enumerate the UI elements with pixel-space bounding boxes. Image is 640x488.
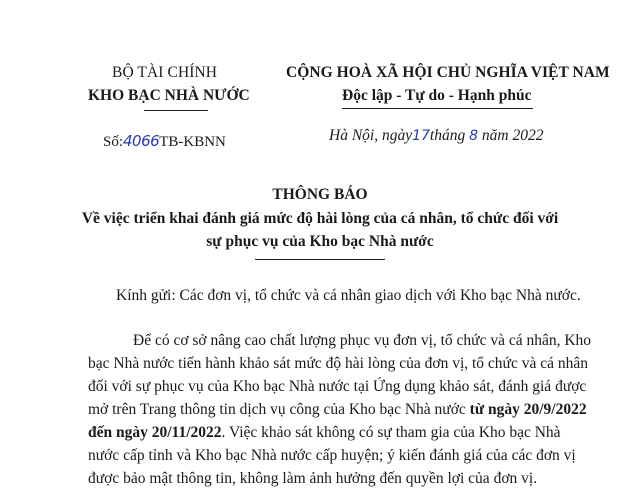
- republic-name: CỘNG HOÀ XÃ HỘI CHỦ NGHĨA VIỆT NAM: [286, 64, 610, 81]
- end-date: đến ngày 20/11/2022: [88, 424, 222, 441]
- subject-line-2: sự phục vụ của Kho bạc Nhà nước: [206, 233, 434, 250]
- body-line: Để có cơ sở nâng cao chất lượng phục vụ đơn vị, tổ chức và cá nhân, Kho: [133, 332, 592, 349]
- start-date: từ ngày 20/9/2022: [469, 401, 587, 418]
- place-date: [329, 127, 543, 145]
- month-handwritten: 8: [469, 128, 479, 144]
- body-line: được bảo mật thông tin, không làm ảnh hưởng đến quyền lợi của đơn vị.: [88, 470, 538, 487]
- month-label: tháng: [429, 127, 466, 144]
- doc-number-suffix: TB-KBNN: [159, 134, 226, 150]
- body-text: . Việc khảo sát không có sự tham gia của Kho bạc Nhà: [221, 424, 561, 441]
- place-date-prefix: Hà Nội, ngày: [329, 127, 413, 144]
- year-text: năm 2022: [481, 127, 544, 144]
- doc-number-prefix: Số:: [103, 134, 124, 150]
- ministry-name: BỘ TÀI CHÍNH: [112, 64, 218, 81]
- recipient-line: Kính gửi: Các đơn vị, tổ chức và cá nhân giao dịch với Kho bạc Nhà nước.: [116, 287, 581, 304]
- document-number: [103, 132, 226, 151]
- body-line: bạc Nhà nước tiến hành khảo sát mức độ hài lòng của đơn vị, tổ chức và cá nhân: [88, 355, 588, 372]
- national-motto: Độc lập - Tự do - Hạnh phúc: [342, 87, 532, 104]
- body-text: mở trên Trang thông tin dịch vụ công của Kho bạc Nhà nước: [88, 401, 470, 418]
- agency-underline: [144, 110, 208, 111]
- notice-title: THÔNG BÁO: [272, 186, 368, 203]
- body-line: [88, 401, 587, 419]
- body-line: đối với sự phục vụ của Kho bạc Nhà nước tại Ứng dụng khảo sát, đánh giá được: [88, 378, 587, 395]
- subject-underline: [255, 259, 385, 260]
- agency-name: KHO BẠC NHÀ NƯỚC: [88, 87, 250, 104]
- motto-underline: [342, 108, 533, 109]
- body-line: nước cấp tỉnh và Kho bạc Nhà nước cấp huyện; ý kiến đánh giá của các đơn vị: [88, 447, 576, 464]
- subject-line-1: Về việc triển khai đánh giá mức độ hài lòng của cá nhân, tổ chức đối với: [81, 210, 559, 227]
- doc-number-handwritten: 4066: [123, 132, 160, 150]
- body-line: [88, 424, 561, 442]
- day-handwritten: 17: [412, 128, 430, 144]
